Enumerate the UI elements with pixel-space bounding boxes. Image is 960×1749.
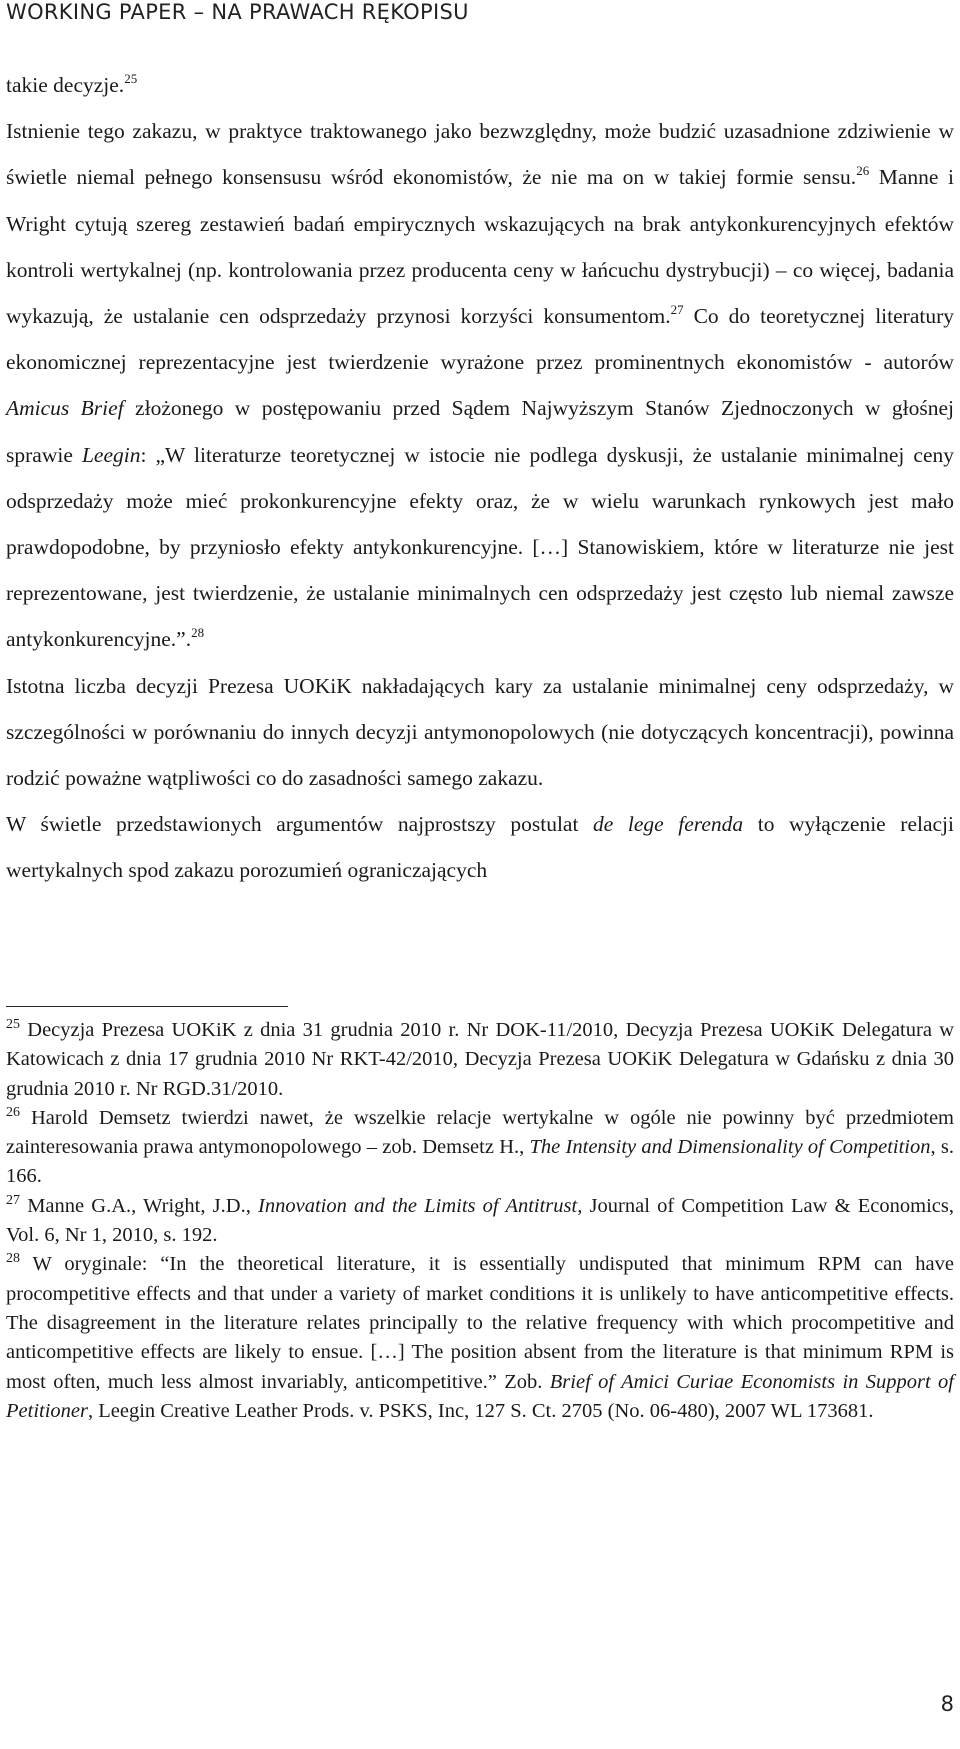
main-text (6, 62, 954, 894)
footnote-ref-25[interactable]: 25 (124, 71, 138, 86)
footnote-ref-27[interactable]: 27 (670, 302, 684, 318)
paragraph-3: Istotna liczba decyzji Prezesa UOKiK nakładających kary za ustalanie minimalnej ceny odsprzedaży, w szczególności w porównaniu do innych decyzji antymonopolowych (nie dotyczących koncentracji), powinna rodzić poważne wątpliwości co do zasadności samego zakazu. (6, 673, 954, 791)
page-number: 8 (940, 1692, 954, 1716)
paragraph-4: W świetle przedstawionych argumentów najprostszy postulat de lege ferenda to wyłączenie relacji wertykalnych spod zakazu porozumień ograniczających (6, 812, 955, 883)
running-header: WORKING PAPER – NA PRAWACH RĘKOPISU (6, 0, 469, 24)
paragraph-1: takie decyzje.$^{25}$ (6, 71, 138, 97)
footnote-25: $^{25}$ Decyzja Prezesa UOKiK z dnia 31 grudnia 2010 r. Nr DOK-11/2010, Decyzja Prezesa UOKiK Delegatura w Katowicach z dnia 17 grudnia 2010 Nr RKT-42/2010, Decyzja Prezesa UOKiK Delegatura w Gdańsku z dnia 30 grudnia 2010 r. Nr RGD.31/2010. (6, 1017, 954, 1100)
footnote-ref-28[interactable]: 28 (191, 625, 205, 641)
footnote-ref-26[interactable]: 26 (856, 163, 870, 179)
footnotes (6, 1016, 954, 1426)
footnote-28: $^{28}$ W oryginale: “In the theoretical literature, it is essentially undisputed that minimum RPM can have procompetitive effects and that under a variety of market conditions it is unlikely to have anticompetitive effects. The disagreement in the literature relates principally to the relative frequency with which procompetitive and anticompetitive effects are likely to ensue. […] The position absent from the literature is that minimum RPM is most often, much less almost invariably, anticompetitive.” Zob. Brief of Amici Curiae Economists in Support of Petitioner, Leegin Creative Leather Prods. v. PSKS, Inc, 127 S. Ct. 2705 (No. 06-480), 2007 WL 173681. (6, 1251, 954, 1422)
footnote-separator (6, 1006, 288, 1007)
paragraph-2: Istnienie tego zakazu, w praktyce traktowanego jako bezwzględny, może budzić uzasadnione zdziwienie w świetle niemal pełnego konsensusu wśród ekonomistów, że nie ma on w takiej formie sensu.$^{26}$ Manne i Wright cytują szereg zestawień badań empirycznych wskazujących na brak antykonkurencyjnych efektów kontroli wertykalnej (np. kontrolowania przez producenta ceny w łańcuchu dystrybucji) – co więcej, badania wykazują, że ustalanie cen odsprzedaży przynosi korzyści konsumentom.$^{27}$ Co do teoretycznej literatury ekonomicznej reprezentacyjne jest twierdzenie wyrażone przez prominentnych ekonomistów - autorów Amicus Brief złożonego w postępowaniu przed Sądem Najwyższym Stanów Zjednoczonych w głośnej sprawie Leegin: „W literaturze teoretycznej w istocie nie podlega dyskusji, że ustalanie minimalnej ceny odsprzedaży może mieć prokonkurencyjne efekty oraz, że w wielu warunkach rynkowych jest mało prawdopodobne, by przyniosło efekty antykonkurencyjne. […] Stanowiskiem, które w literaturze nie jest reprezentowane, jest twierdzenie, że ustalanie minimalnych cen odsprzedaży jest często lub niemal zawsze antykonkurencyjne.”.$^{28}$ (6, 119, 955, 652)
footnote-26: $^{26}$ Harold Demsetz twierdzi nawet, że wszelkie relacje wertykalne w ogóle nie powinny być przedmiotem zainteresowania prawa antymonopolowego – zob. Demsetz H., The Intensity and Dimensionality of Competition, s. 166. (6, 1104, 954, 1188)
footnote-27: $^{27}$ Manne G.A., Wright, J.D., Innovation and the Limits of Antitrust, Journal of Competition Law & Economics, Vol. 6, Nr 1, 2010, s. 192. (6, 1192, 955, 1247)
